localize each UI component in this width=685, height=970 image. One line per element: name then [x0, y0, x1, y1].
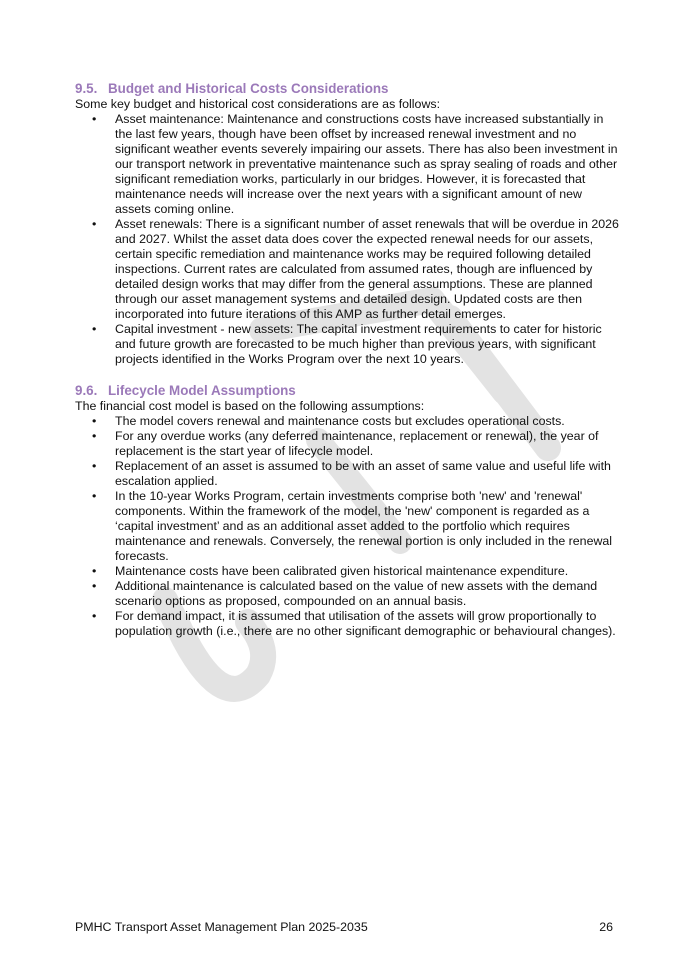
list-item: • Replacement of an asset is assumed to be with an asset of same value and useful life with escalation applied.: [75, 459, 620, 489]
list-item: • For demand impact, it is assumed that utilisation of the assets will grow proportionally to population growth (i.e., there are no other significant demographic or behavioural changes).: [75, 609, 620, 639]
list-item: • Asset maintenance: Maintenance and constructions costs have increased substantially in the last few years, though have been offset by increased renewal investment and no significant weather events severely impairing our assets. There has also been investment in our transport network in preventative maintenance such as spray sealing of roads and other significant remediation works, particularly in our bridges. However, it is forecasted that maintenance needs will increase over the next years with a significant amount of new assets coming online.: [75, 112, 620, 217]
section-heading-9-5: [75, 80, 620, 97]
list-item: • The model covers renewal and maintenance costs but excludes operational costs.: [75, 414, 620, 429]
footer-document-title: PMHC Transport Asset Management Plan 2025-2035: [75, 920, 368, 934]
document-body: [75, 80, 620, 639]
section-spacer: [75, 367, 620, 382]
section-title: Lifecycle Model Assumptions: [108, 383, 296, 398]
list-item: • Asset renewals: There is a significant number of asset renewals that will be overdue in 2026 and 2027. Whilst the asset data does cover the expected renewal needs for our assets, certain specific remediation and maintenance works may be required following detailed inspections. Current rates are calculated from assumed rates, though are influenced by detailed design works that may differ from the general assumptions. These are planned through our asset management systems and detailed design. Updated costs are then incorporated into future iterations of this AMP as further detail emerges.: [75, 217, 620, 322]
section-title: Budget and Historical Costs Considerations: [108, 81, 389, 96]
list-item: • Maintenance costs have been calibrated given historical maintenance expenditure.: [75, 564, 620, 579]
section-number: 9.6.: [75, 383, 98, 398]
list-item: • Additional maintenance is calculated based on the value of new assets with the demand scenario options as proposed, compounded on an annual basis.: [75, 579, 620, 609]
section-number: 9.5.: [75, 81, 98, 96]
list-item: • For any overdue works (any deferred maintenance, replacement or renewal), the year of replacement is the start year of lifecycle model.: [75, 429, 620, 459]
section-intro: The financial cost model is based on the following assumptions:: [75, 399, 425, 413]
page-number: 26: [599, 920, 613, 934]
list-item: • In the 10-year Works Program, certain investments comprise both 'new' and 'renewal' components. Within the framework of the model, the 'new' component is regarded as a ‘capital investment’ and as an additional asset added to the portfolio which requires maintenance and renewals. Conversely, the renewal portion is only included in the renewal forecasts.: [75, 489, 620, 564]
section-heading-9-6: [75, 382, 620, 399]
bullet-list-assumptions: [75, 414, 620, 639]
bullet-list-budget: [75, 112, 620, 367]
page-footer: [75, 919, 613, 935]
list-item: • Capital investment - new assets: The capital investment requirements to cater for historic and future growth are forecasted to be much higher than previous years, with significant projects identified in the Works Program over the next 10 years.: [75, 322, 620, 367]
section-intro: Some key budget and historical cost considerations are as follows:: [75, 97, 441, 111]
